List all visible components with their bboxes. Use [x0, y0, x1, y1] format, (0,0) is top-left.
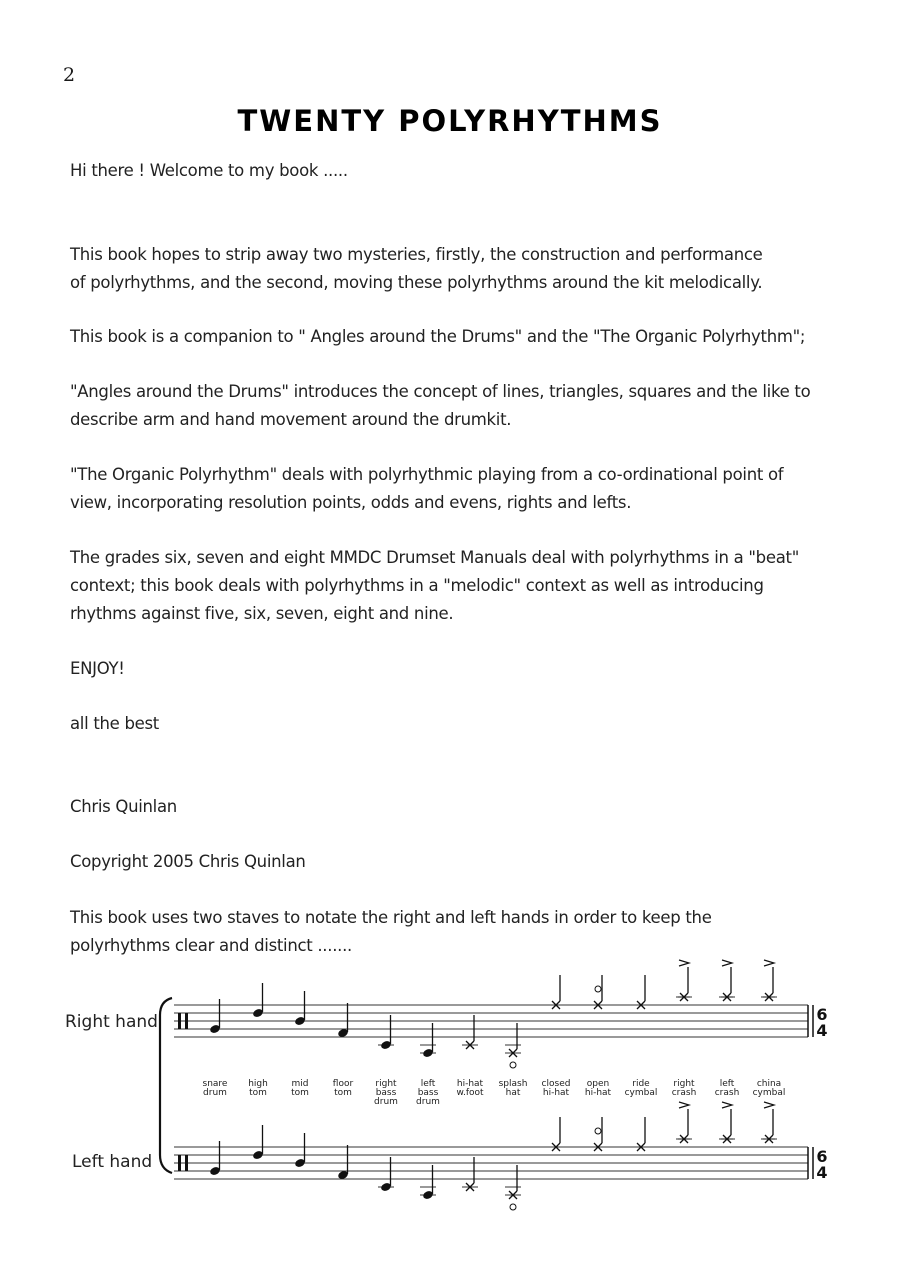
percussion-clef: [178, 1155, 181, 1171]
instrument-label-line: closed: [541, 1079, 571, 1089]
angles-line: "Angles around the Drums" introduces the concept of lines, triangles, squares and the like to: [70, 382, 811, 401]
time-signature-bottom: 4: [816, 1021, 828, 1040]
instrument-label-line: mid: [291, 1079, 309, 1089]
instrument-label-line: snare: [202, 1079, 228, 1089]
instrument-label-line: tom: [334, 1088, 352, 1098]
instrument-label-line: cymbal: [624, 1088, 658, 1098]
note-right-bass-drum: [378, 1015, 394, 1050]
instrument-label-line: hi-hat: [584, 1088, 612, 1098]
instrument-label-line: hi-hat: [456, 1079, 484, 1089]
accent-mark: [764, 1102, 774, 1108]
note-left-bass-drum: [420, 1165, 436, 1200]
note-snare-drum: [209, 1141, 221, 1176]
note-mid-tom: [294, 991, 306, 1026]
enjoy-text: ENJOY!: [70, 659, 125, 678]
open-circle: [595, 986, 601, 992]
note-splash-hat: [505, 1023, 521, 1068]
accent-mark: [764, 960, 774, 966]
note-right-crash: [676, 1102, 692, 1143]
drum-notation-key: [0, 955, 900, 1215]
note-closed-hi-hat: [552, 1117, 560, 1151]
instrument-label-line: right: [673, 1079, 695, 1089]
grades-line: The grades six, seven and eight MMDC Drumset Manuals deal with polyrhythms in a "beat": [70, 548, 799, 567]
instrument-label-line: china: [756, 1079, 782, 1089]
instrument-label-line: bass: [417, 1088, 439, 1098]
left-hand-staff: [174, 1102, 828, 1210]
instrument-label: [542, 1079, 571, 1098]
note-ride-cymbal: [637, 975, 645, 1009]
instrument-label: [333, 1079, 354, 1098]
instrument-label-line: open: [586, 1079, 610, 1089]
time-signature-top: 6: [816, 1147, 828, 1166]
instrument-label-line: left: [420, 1079, 436, 1089]
note-open-hi-hat: [594, 1117, 602, 1151]
instrument-label-line: crash: [671, 1088, 697, 1098]
author-name: Chris Quinlan: [70, 797, 177, 816]
instrument-label-line: bass: [375, 1088, 397, 1098]
accent-mark: [679, 1102, 689, 1108]
note-right-crash: [676, 960, 692, 1001]
grades-line: context; this book deals with polyrhythms in a "melodic" context as well as introducing: [70, 576, 764, 595]
staves-note-paragraph: [70, 904, 840, 960]
page-title: TWENTY POLYRHYTHMS: [237, 104, 663, 138]
instrument-label: [753, 1079, 786, 1098]
staves-note-line: This book uses two staves to notate the right and left hands in order to keep the: [70, 908, 712, 927]
instrument-label-line: floor: [332, 1079, 354, 1089]
angles-paragraph: [70, 378, 840, 434]
instrument-label-line: hat: [505, 1088, 521, 1098]
accent-mark: [679, 960, 689, 966]
grades-line: rhythms against five, six, seven, eight and nine.: [70, 604, 454, 623]
intro-paragraph: [70, 241, 840, 297]
instrument-label: [374, 1079, 398, 1107]
angles-line: describe arm and hand movement around the drumkit.: [70, 410, 512, 429]
open-circle: [510, 1204, 516, 1210]
instrument-label-line: hi-hat: [542, 1088, 570, 1098]
note-mid-tom: [294, 1133, 306, 1168]
grades-paragraph: [70, 544, 840, 628]
instrument-label-line: splash: [498, 1079, 528, 1089]
instrument-label-line: cymbal: [752, 1088, 786, 1098]
note-closed-hi-hat: [552, 975, 560, 1009]
note-left-crash: [719, 960, 735, 1001]
companion-paragraph: This book is a companion to " Angles around the Drums" and the "The Organic Polyrhythm";: [70, 327, 806, 346]
instrument-label: [291, 1079, 309, 1098]
organic-line: view, incorporating resolution points, odds and evens, rights and lefts.: [70, 493, 632, 512]
instrument-label-line: drum: [203, 1088, 227, 1098]
accent-mark: [722, 1102, 732, 1108]
instrument-label-line: crash: [714, 1088, 740, 1098]
instrument-label: [416, 1079, 440, 1107]
page-number: 2: [63, 64, 76, 86]
organic-line: "The Organic Polyrhythm" deals with polyrhythmic playing from a co-ordinational point of: [70, 465, 784, 484]
note-hi-hat-w.foot: [462, 1157, 478, 1191]
note-china-cymbal: [761, 1102, 777, 1143]
instrument-label-line: tom: [249, 1088, 267, 1098]
instrument-label-line: drum: [374, 1097, 398, 1107]
right-hand-staff: [174, 960, 828, 1068]
time-signature-top: 6: [816, 1005, 828, 1024]
note-left-bass-drum: [420, 1023, 436, 1058]
organic-paragraph: [70, 461, 840, 517]
copyright-text: Copyright 2005 Chris Quinlan: [70, 852, 306, 871]
staves-note-line: polyrhythms clear and distinct .......: [70, 936, 352, 955]
accent-mark: [722, 960, 732, 966]
percussion-clef: [178, 1013, 181, 1029]
percussion-clef: [185, 1013, 188, 1029]
instrument-label: [456, 1079, 484, 1098]
note-splash-hat: [505, 1165, 521, 1210]
open-circle: [595, 1128, 601, 1134]
instrument-label-line: drum: [416, 1097, 440, 1107]
greeting: Hi there ! Welcome to my book .....: [70, 161, 348, 180]
instrument-label: [672, 1079, 697, 1098]
note-right-bass-drum: [378, 1157, 394, 1192]
instrument-label-line: w.foot: [456, 1088, 484, 1098]
right-hand-label: Right hand: [65, 1012, 158, 1032]
open-circle: [510, 1062, 516, 1068]
instrument-label: [715, 1079, 740, 1098]
instrument-label: [585, 1079, 612, 1098]
instrument-label-line: tom: [291, 1088, 309, 1098]
note-ride-cymbal: [637, 1117, 645, 1151]
note-left-crash: [719, 1102, 735, 1143]
instrument-label: [248, 1079, 268, 1098]
intro-line: This book hopes to strip away two mysteries, firstly, the construction and performance: [70, 245, 763, 264]
note-hi-hat-w.foot: [462, 1015, 478, 1049]
note-snare-drum: [209, 999, 221, 1034]
closing-text: all the best: [70, 714, 159, 733]
time-signature-bottom: 4: [816, 1163, 828, 1182]
instrument-label-line: left: [719, 1079, 735, 1089]
instrument-label: [203, 1079, 228, 1098]
brace: [160, 998, 172, 1173]
note-china-cymbal: [761, 960, 777, 1001]
instrument-label: [499, 1079, 528, 1098]
instrument-label-line: ride: [632, 1079, 650, 1089]
note-high-tom: [252, 1125, 264, 1160]
left-hand-label: Left hand: [72, 1152, 153, 1172]
note-open-hi-hat: [594, 975, 602, 1009]
percussion-clef: [185, 1155, 188, 1171]
intro-line: of polyrhythms, and the second, moving these polyrhythms around the kit melodically.: [70, 273, 763, 292]
instrument-label-line: high: [248, 1079, 268, 1089]
instrument-label-line: right: [375, 1079, 397, 1089]
note-high-tom: [252, 983, 264, 1018]
instrument-label: [625, 1079, 658, 1098]
